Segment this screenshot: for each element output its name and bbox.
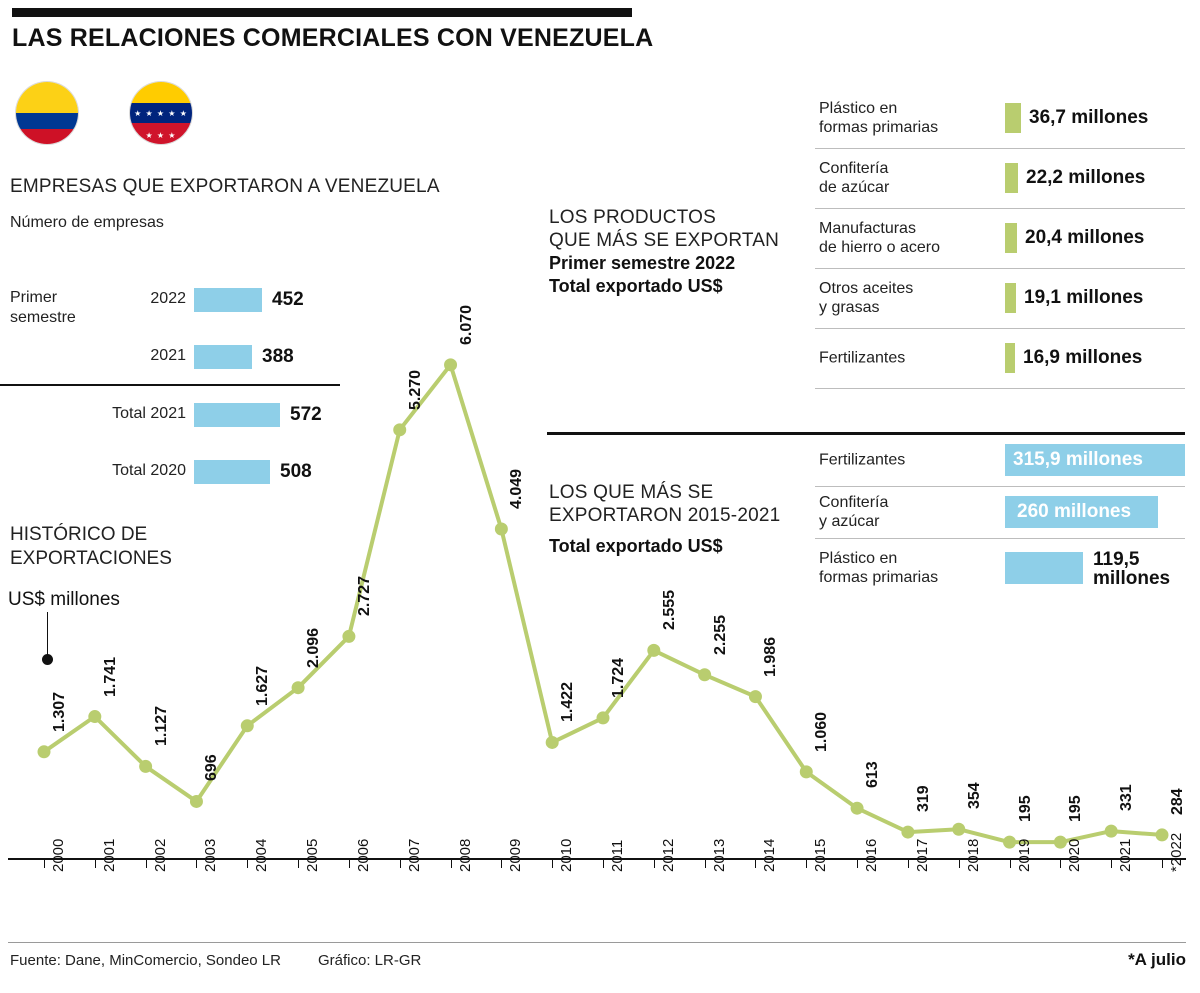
x-axis-tick bbox=[349, 858, 350, 868]
x-axis-label: 2017 bbox=[913, 838, 931, 872]
historic-units-label: US$ millones bbox=[8, 589, 120, 610]
x-axis-tick bbox=[603, 858, 604, 868]
x-axis-label: 2002 bbox=[151, 838, 169, 872]
x-axis-tick bbox=[501, 858, 502, 868]
x-axis-tick bbox=[908, 858, 909, 868]
data-point bbox=[1105, 825, 1118, 838]
companies-title: EMPRESAS QUE EXPORTARON A VENEZUELA bbox=[10, 176, 440, 197]
product-row bbox=[815, 208, 1185, 269]
company-bar-value: 572 bbox=[290, 404, 322, 425]
product-name-line1: Manufacturas bbox=[819, 220, 916, 237]
data-point bbox=[88, 710, 101, 723]
top-products-period-title-line2: EXPORTARON 2015-2021 bbox=[549, 505, 781, 526]
x-axis-label: *2022 bbox=[1168, 832, 1185, 872]
product-row bbox=[815, 148, 1185, 209]
x-axis-label: 2011 bbox=[609, 839, 626, 872]
data-point-label: 4.049 bbox=[508, 468, 526, 510]
x-axis-tick bbox=[552, 858, 553, 868]
product-amount: 16,9 millones bbox=[1023, 347, 1143, 368]
product-row bbox=[815, 486, 1185, 539]
data-point-label: 284 bbox=[1169, 788, 1186, 815]
data-point bbox=[800, 765, 813, 778]
x-axis-label: 2005 bbox=[304, 838, 322, 872]
product-swatch bbox=[1005, 103, 1021, 133]
company-bar-value: 452 bbox=[272, 289, 304, 310]
footer-source: Fuente: Dane, MinComercio, Sondeo LR bbox=[10, 952, 281, 969]
data-point bbox=[952, 823, 965, 836]
data-point bbox=[444, 358, 457, 371]
x-axis-label: 2019 bbox=[1015, 838, 1033, 872]
product-name-line1: Otros aceites bbox=[819, 280, 914, 297]
x-axis-label: 2013 bbox=[710, 838, 728, 872]
top-products-semester-title bbox=[549, 206, 779, 252]
x-axis-tick bbox=[146, 858, 147, 868]
data-point bbox=[749, 690, 762, 703]
x-axis-tick bbox=[1060, 858, 1061, 868]
x-axis-label: 2008 bbox=[456, 838, 474, 872]
product-name-line1: Confitería bbox=[819, 160, 889, 177]
company-bar-label: Total 2021 bbox=[112, 405, 186, 422]
data-point-label: 1.986 bbox=[762, 636, 780, 677]
product-name-line2: formas primarias bbox=[819, 119, 939, 136]
data-point-label: 6.070 bbox=[457, 304, 475, 345]
x-axis-tick bbox=[196, 858, 197, 868]
product-name-line1: Fertilizantes bbox=[819, 451, 906, 469]
x-axis-label: 2006 bbox=[354, 838, 372, 872]
x-axis-tick bbox=[298, 858, 299, 868]
data-point bbox=[342, 630, 355, 643]
product-name bbox=[819, 451, 994, 470]
footer-note: *A julio bbox=[1128, 950, 1186, 969]
product-name-line2: formas primarias bbox=[819, 569, 939, 586]
x-axis-tick bbox=[959, 858, 960, 868]
x-axis-label: 2018 bbox=[964, 838, 982, 872]
product-amount-unit: millones bbox=[1093, 567, 1171, 589]
product-name bbox=[819, 159, 994, 197]
product-swatch bbox=[1005, 223, 1017, 253]
data-point bbox=[495, 523, 508, 536]
footer-rule bbox=[8, 942, 1186, 943]
data-point-label: 1.422 bbox=[559, 682, 577, 723]
product-name bbox=[819, 279, 994, 317]
x-axis-tick bbox=[95, 858, 96, 868]
x-axis-tick bbox=[806, 858, 807, 868]
product-name bbox=[819, 99, 994, 137]
product-amount: 22,2 millones bbox=[1026, 167, 1146, 188]
x-axis-label: 2020 bbox=[1066, 838, 1084, 872]
product-name bbox=[819, 349, 994, 368]
data-point-label: 1.060 bbox=[813, 711, 831, 752]
top-products-period-title bbox=[549, 481, 780, 527]
x-axis-label: 2015 bbox=[812, 838, 830, 872]
product-row bbox=[815, 88, 1185, 149]
x-axis-label: 2001 bbox=[100, 838, 118, 872]
footer-graphic-credit: Gráfico: LR-GR bbox=[318, 952, 422, 969]
data-point bbox=[38, 745, 51, 758]
data-point-label: 2.555 bbox=[660, 590, 678, 631]
data-point-label: 195 bbox=[1067, 795, 1085, 823]
data-point-label: 1.627 bbox=[254, 665, 272, 706]
product-row bbox=[815, 538, 1185, 598]
data-point-label: 1.724 bbox=[610, 657, 627, 698]
x-axis-label: 2016 bbox=[863, 838, 881, 872]
data-point-label: 2.096 bbox=[305, 627, 323, 668]
product-name-line2: de hierro o acero bbox=[819, 239, 940, 256]
colombia-flag bbox=[16, 82, 78, 144]
x-axis-tick bbox=[857, 858, 858, 868]
data-point-label: 613 bbox=[864, 761, 882, 789]
data-point-label: 696 bbox=[203, 754, 221, 782]
data-point bbox=[1054, 836, 1067, 849]
product-name-line2: y azúcar bbox=[819, 513, 880, 530]
top-products-semester-subtitle bbox=[549, 252, 735, 298]
product-name-line2: y grasas bbox=[819, 299, 880, 316]
product-name-line1: Plástico en bbox=[819, 550, 898, 567]
data-point-label: 1.307 bbox=[51, 691, 68, 732]
top-products-semester-subtitle-line2: Total exportado US$ bbox=[549, 276, 723, 296]
product-amount: 260 millones bbox=[1017, 501, 1132, 522]
company-bar-value: 508 bbox=[280, 461, 312, 482]
header-rule bbox=[12, 8, 632, 17]
x-axis-tick bbox=[1111, 858, 1112, 868]
data-point bbox=[1003, 836, 1016, 849]
data-point bbox=[647, 644, 660, 657]
page-title: LAS RELACIONES COMERCIALES CON VENEZUELA bbox=[12, 24, 654, 52]
product-amount: 119,5 bbox=[1093, 548, 1140, 570]
product-row bbox=[815, 328, 1185, 389]
data-point bbox=[1156, 828, 1169, 841]
x-axis-label: 2004 bbox=[253, 838, 271, 872]
product-name-line1: Plástico en bbox=[819, 100, 898, 117]
company-bar-label: 2021 bbox=[150, 347, 186, 364]
x-axis-label: 2000 bbox=[50, 838, 67, 872]
x-axis-label: 2009 bbox=[507, 838, 525, 872]
data-point-label: 195 bbox=[1016, 795, 1034, 823]
product-name bbox=[819, 493, 994, 531]
product-name-line1: Confitería bbox=[819, 494, 889, 511]
historic-title-line2: EXPORTACIONES bbox=[10, 548, 172, 569]
data-point-label: 319 bbox=[914, 785, 932, 813]
product-swatch bbox=[1005, 283, 1016, 313]
x-axis-tick bbox=[451, 858, 452, 868]
x-axis-label: 2012 bbox=[659, 838, 677, 872]
data-point bbox=[393, 423, 406, 436]
x-axis-tick bbox=[247, 858, 248, 868]
top-products-semester-subtitle-line1: Primer semestre 2022 bbox=[549, 253, 736, 273]
venezuela-flag bbox=[130, 82, 192, 144]
data-point bbox=[190, 795, 203, 808]
data-point bbox=[851, 802, 864, 815]
companies-subtitle: Número de empresas bbox=[10, 214, 164, 231]
data-point bbox=[597, 711, 610, 724]
product-swatch bbox=[1005, 552, 1083, 584]
x-axis-label: 2003 bbox=[202, 838, 220, 872]
data-point bbox=[139, 760, 152, 773]
x-axis-tick bbox=[1162, 858, 1163, 868]
product-name bbox=[819, 549, 994, 587]
data-point-label: 331 bbox=[1118, 784, 1136, 812]
product-name-line1: Fertilizantes bbox=[819, 349, 906, 367]
historic-title-line1: HISTÓRICO DE bbox=[10, 524, 148, 545]
data-point bbox=[901, 826, 914, 839]
company-bar-value: 388 bbox=[262, 346, 294, 367]
data-point-label: 354 bbox=[965, 782, 983, 810]
x-axis-label: 2007 bbox=[405, 838, 423, 872]
company-bar-label: Total 2020 bbox=[112, 462, 186, 479]
product-amount: 20,4 millones bbox=[1025, 227, 1145, 248]
x-axis-tick bbox=[755, 858, 756, 868]
top-products-semester-title-line1: LOS PRODUCTOS bbox=[549, 207, 716, 228]
product-row bbox=[815, 268, 1185, 329]
x-axis-tick bbox=[400, 858, 401, 868]
company-bar-label: 2022 bbox=[150, 290, 186, 307]
product-name bbox=[819, 219, 994, 257]
product-swatch bbox=[1005, 343, 1015, 373]
data-point bbox=[698, 668, 711, 681]
product-amount: 36,7 millones bbox=[1029, 107, 1149, 128]
top-products-semester-title-line2: QUE MÁS SE EXPORTAN bbox=[549, 230, 780, 251]
top-products-period-title-line1: LOS QUE MÁS SE bbox=[549, 482, 714, 503]
data-point bbox=[292, 681, 305, 694]
x-axis-tick bbox=[1010, 858, 1011, 868]
x-axis-tick bbox=[705, 858, 706, 868]
companies-group-label-line1: Primer bbox=[10, 289, 58, 306]
x-axis-tick bbox=[44, 858, 45, 868]
x-axis-tick bbox=[654, 858, 655, 868]
x-axis-label: 2014 bbox=[761, 838, 779, 872]
data-point-label: 5.270 bbox=[406, 369, 424, 410]
product-row bbox=[815, 434, 1185, 487]
x-axis-label: 2010 bbox=[558, 838, 576, 872]
venezuela-flag-stars: ★ ★ ★ ★ ★ ★ ★ ★ bbox=[134, 109, 188, 141]
data-point-label: 2.727 bbox=[355, 576, 373, 617]
product-amount: 19,1 millones bbox=[1024, 287, 1144, 308]
product-name-line2: de azúcar bbox=[819, 179, 890, 196]
x-axis-label: 2021 bbox=[1117, 838, 1135, 872]
companies-group-label-line2: semestre bbox=[10, 309, 76, 326]
data-point-label: 1.741 bbox=[101, 656, 119, 697]
data-point bbox=[241, 719, 254, 732]
product-swatch bbox=[1005, 163, 1018, 193]
product-amount: 315,9 millones bbox=[1013, 449, 1143, 470]
data-point bbox=[546, 736, 559, 749]
data-point-label: 1.127 bbox=[152, 706, 170, 747]
data-point-label: 2.255 bbox=[711, 614, 729, 655]
top-products-period-subtitle: Total exportado US$ bbox=[549, 536, 723, 556]
